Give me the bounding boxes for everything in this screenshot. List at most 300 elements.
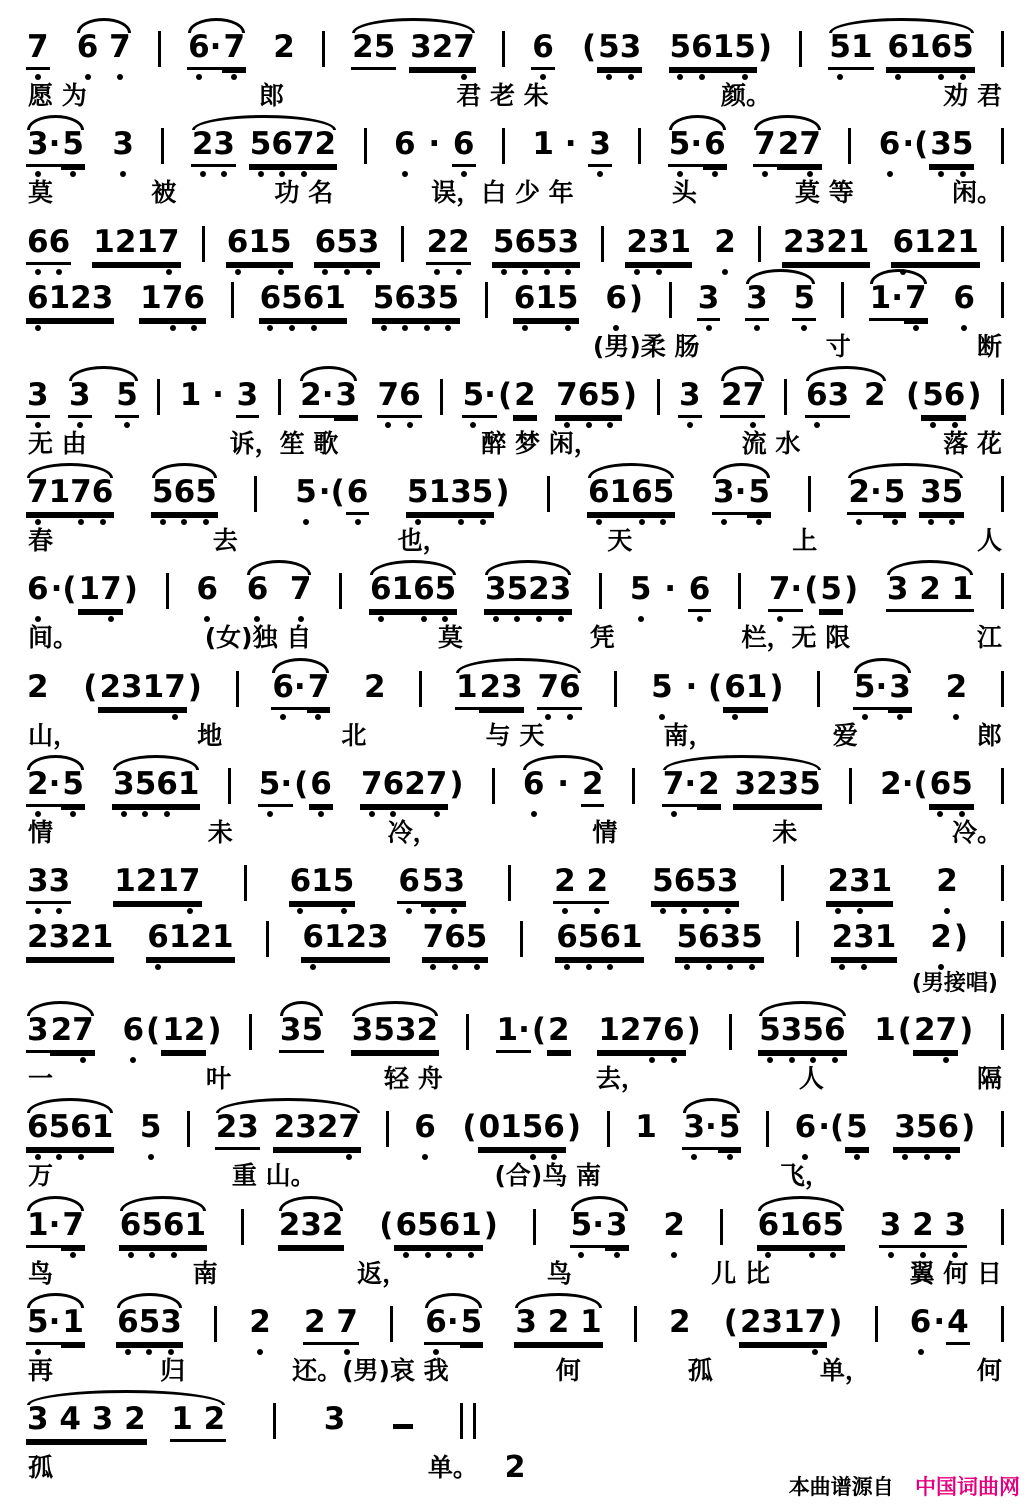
barline [440,379,443,415]
note-group: 5135 ) [406,477,510,515]
barline [157,379,160,415]
lyric-syllable: 南， [663,720,714,750]
barline [796,921,799,957]
note-group-slur: 565 [151,477,218,515]
lyric-syllable: 劝 君 [943,81,1002,110]
note-group: 5 ·( 6 [294,477,369,515]
barline [273,1403,276,1439]
note-group-slur: 2· 3 [299,380,358,418]
note-group: 6123 [301,922,389,960]
note-group: ( 2317 ) [82,672,203,710]
score-line [26,906,1004,997]
note-group-slur: 3 4 3 2 1 2 [26,1404,226,1442]
barline [601,226,604,262]
barline [634,1306,637,1342]
barline [460,1403,476,1439]
lyrics-row [26,1053,1004,1094]
lyric-syllable: 落 花 [943,428,1002,458]
note-group: 6121 [891,227,979,265]
barline [236,671,239,707]
note-group-slur: 7· 2 3235 [662,769,822,807]
note-group: 1 · 3 [179,380,260,418]
lyric-syllable: 情 [28,817,54,847]
note-group: 5 [139,1109,162,1146]
note-group: 2 [714,223,736,260]
barline [632,768,635,804]
barline [502,128,505,164]
notation-row [26,211,1004,265]
note-group: 2 [663,1206,685,1243]
barline [817,671,820,707]
note-group-slur: 653 [116,1307,183,1345]
lyric-syllable: 翼 何 日 [909,1258,1002,1288]
lyric-syllable: 孤 [28,1453,54,1482]
barline [166,573,169,609]
barline [386,1111,389,1147]
barline [202,226,205,262]
note-group: 1276 ) [597,1015,701,1053]
lyric-syllable: 闲。 [951,178,1002,208]
barline [1001,1014,1004,1050]
note-group: 5· ( 2 [462,380,537,418]
lyric-syllable: 何 [555,1355,581,1385]
lyric-syllable: 间。 [28,623,79,653]
note-group-slur: 6165 [757,1210,845,1248]
lyric-syllable: 断 [976,331,1002,361]
note-group-slur: 3561 [112,769,200,807]
notation-row [26,850,1004,904]
note-group: 6121 [146,922,234,960]
note-group: ( 0156 ) [461,1112,582,1150]
barline [799,31,802,67]
notation-row [26,999,1004,1053]
lyric-syllable: 情 [592,817,618,847]
note-group-slur: 27 [720,380,765,418]
lyric-syllable: 人 [798,1064,824,1093]
lyric-syllable: 万 [28,1161,54,1191]
note-group: 6 ·( 5 [794,1112,869,1150]
lyric-syllable: 误，白 少 年 [431,178,574,208]
score-line [26,558,1004,653]
page-number: 2 [504,1450,526,1485]
score-line [26,753,1004,848]
note-group: 3 [678,380,702,418]
barline [1001,1111,1004,1147]
lyric-syllable: 无 由 [28,428,87,458]
barline [657,379,660,415]
note-group: 5· ( 6 [258,769,333,807]
barline [508,865,511,901]
lyric-syllable: 北 [341,720,367,750]
lyric-syllable: 郎 [258,81,284,110]
lyric-syllable: 飞， [779,1161,830,1191]
note-group: 1 [635,1109,657,1146]
note-group: 5653 [492,227,580,265]
lyric-syllable: 单， [819,1355,870,1385]
note-group: 6 · 6 [393,129,476,167]
lyric-syllable: (合)鸟 南 [494,1161,602,1191]
notation-row [26,113,1004,167]
lyric-syllable: 春 [28,526,54,555]
source-credit [789,1471,1020,1501]
note-group: 2 [273,29,295,65]
score-line [26,1291,1004,1386]
lyric-syllable: 君 老 朱 [456,81,549,110]
barline [1001,379,1004,415]
lyric-syllable: 地 [197,720,223,750]
barline [781,865,784,901]
note-group: 2 2 [553,866,609,904]
score-line [26,850,1004,904]
note-group: 2321 [782,227,870,265]
lyrics-row [26,1150,832,1191]
barline [1001,31,1004,67]
lyric-syllable: 上 [792,526,818,555]
note-group: 3 [26,380,50,418]
note-group: 6561 [259,283,347,321]
barline [485,282,488,318]
lyric-syllable: 诉，笙 歌 [229,428,339,458]
note-group: 5635 [675,922,763,960]
barline [401,226,404,262]
note-group: 7· ( 5 ) [768,574,859,612]
note-group-slur: 3523 [484,574,572,612]
barline [520,921,523,957]
lyric-syllable: 冷， [387,817,438,847]
lyric-syllable: 鸟 [546,1258,572,1288]
note-group-slur: 23 2327 [215,1112,361,1150]
note-group-slur: 3 27 [26,1015,95,1053]
barline [419,671,422,707]
note-group: 615 [289,866,356,904]
notation-row [26,16,1004,70]
note-group: 2321 [26,922,114,960]
barline [241,1209,244,1245]
note-group: 2 [945,668,968,705]
note-group-slur: 2· 5 35 [847,477,964,515]
notation-row [26,906,1004,960]
score-line [26,16,1004,111]
note-group: 6 · 4 [909,1307,970,1345]
note-group-slur: 3· 5 [712,477,771,515]
barline [875,1306,878,1342]
lyric-syllable: 一 [28,1064,54,1093]
barline [187,1111,190,1147]
barline [254,476,257,512]
notation-row [26,558,1004,612]
notation-row [26,364,1004,418]
note-group: 2 [27,668,49,705]
note-group: 6 ( 12 ) [121,1015,222,1053]
barline [322,31,325,67]
score-line [26,113,1004,208]
barline [1001,1306,1004,1342]
note-group: 7 [26,32,50,70]
note-group: 6 [196,571,218,608]
barline [1001,921,1004,957]
notation-row [26,461,1004,515]
note-group-slur: 232 [278,1210,345,1248]
note-group: 615 [513,283,580,321]
note-group-slur: 3· 5 [26,129,85,167]
lyric-syllable: 与 天 [485,720,545,750]
note-group-slur: 1· 7 [26,1210,85,1248]
barline [502,31,505,67]
lyric-syllable: 人 [976,526,1002,555]
barline [1001,282,1004,318]
note-group-slur: 5356 [758,1015,846,1053]
lyric-syllable: 功 名 [274,178,334,208]
barline [738,573,741,609]
lyric-syllable: 去， [595,1064,646,1093]
lyric-syllable: 何 [976,1355,1002,1385]
notation-row [26,1291,1004,1345]
note-group: 3 [323,1401,346,1437]
score-line [26,656,1004,751]
notation-row [26,1388,476,1442]
note-group: 231 [625,227,692,265]
barline [638,128,641,164]
lyric-syllable: 愿 为 [28,81,87,110]
lyric-syllable: 寸 [825,331,851,361]
lyric-syllable: 未 [207,817,233,847]
barline [492,768,495,804]
note-group: 1 ( 27 ) [873,1015,974,1053]
note-group-slur: 3 2 1 [886,574,974,612]
lyric-syllable: 鸟 [28,1258,54,1288]
note-group-slur: 3· 5 [682,1112,741,1150]
source-site: 中国词曲网 [915,1475,1020,1499]
note-group: ( 53 [581,32,642,70]
barline [228,768,231,804]
note-group: 615 [226,227,293,265]
barline [808,476,811,512]
note-group: 653 [314,227,381,265]
barline [848,128,851,164]
lyric-syllable: 爱 [832,720,858,750]
barline [607,1111,610,1147]
lyric-syllable: 莫 等 [795,178,854,208]
barline [231,282,234,318]
note-group: 66 [26,227,71,265]
note-group-slur: 2· 5 [26,769,85,807]
source-prefix: 本曲谱源自 [788,1475,894,1499]
note-group: 765 ) [555,380,638,418]
note-group-slur: 6· 7 [187,32,246,70]
lyric-syllable: 再 [28,1355,54,1385]
lyric-syllable: 天 [607,526,633,555]
score-line [26,1096,1004,1191]
lyric-syllable: 叶 [206,1064,232,1093]
note-group: 356 ) [893,1112,976,1150]
note-group-slur: 5· 1 [26,1307,85,1345]
barline [533,1209,536,1245]
note-group: 3 [112,126,134,163]
barline [214,1306,217,1342]
lyrics-row [26,70,1004,111]
note-group: 5615 ) [669,32,773,70]
note-group: 1217 [92,227,180,265]
note-group-slur: 3 5 [745,283,816,321]
barline [1001,476,1004,512]
note-group: 231 [826,866,893,904]
notation-row [26,656,1004,710]
note-group: 6 [531,32,555,70]
note-group: 6123 [26,283,114,321]
note-group: 6 ) [605,279,644,316]
lyric-syllable: 南 [192,1258,218,1288]
barline [720,1209,723,1245]
lyric-syllable: 孤 [687,1355,713,1385]
lyric-syllable: 栏，无 限 [741,623,851,653]
score-line [26,267,1004,362]
barline [729,1014,732,1050]
lyric-syllable: 还。(男)哀 我 [292,1355,449,1385]
lyric-syllable: (女)独 自 [204,623,312,653]
score [26,16,1004,1483]
note-group: 6 [953,279,975,316]
note-group-slur: 63 2 [805,380,887,418]
note-group: 5 · 6 [629,574,712,612]
note-group-slur: 6· 7 [271,672,330,710]
note-group: 2·( 65 [879,769,974,807]
lyric-syllable: 去 [212,526,238,555]
note-group-slur: 5· 6 [668,129,727,167]
barline [1001,671,1004,707]
barline [766,1111,769,1147]
note-group: 2 [669,1303,691,1340]
note-group-slur: 6 · 2 [522,769,605,807]
barline [1001,1209,1004,1245]
note-group: 1217 [113,866,201,904]
note-group: 176 [139,283,206,321]
barline [339,573,342,609]
lyric-syllable: 隔 [976,1064,1002,1093]
lyric-syllable: 返， [357,1258,408,1288]
note-group: 1 · 3 [531,129,612,167]
note-group-slur: 6 7 [246,574,313,612]
note-group-slur: 6561 [26,1112,114,1150]
score-line [26,211,1004,265]
barline [849,768,852,804]
barline [466,1014,469,1050]
score-line [26,999,1004,1094]
note-group-slur: 6165 [587,477,675,515]
note-group: 1· ( 2 [496,1015,571,1053]
lyric-syllable: 被 [151,178,177,208]
note-group: 6561 [555,922,643,960]
lyric-syllable: 颜。 [720,81,771,110]
role-annotation: (男接唱) [911,971,998,996]
lyric-syllable: 莫 [438,623,464,653]
note-group: 5 · ( 61 ) [650,672,784,710]
lyric-syllable: 凭 [589,623,615,653]
barline [266,921,269,957]
notation-row [26,1096,1004,1150]
notation-row [26,753,1004,807]
score-line [26,1194,1004,1289]
note-group: ( 2317 ) [723,1307,844,1345]
note-group: 6 ·( 17 ) [26,574,139,612]
barline [158,31,161,67]
note-group: 22 [426,227,471,265]
note-group-slur: 7 27 [753,129,822,167]
note-group-slur: 3 2 1 [514,1307,602,1345]
held-note-dash [393,1424,413,1429]
lyrics-row [26,167,1004,208]
lyric-syllable: 江 [976,623,1002,653]
lyric-syllable: 归 [160,1355,186,1385]
score-line [26,364,1004,459]
note-group: 2 [936,863,958,899]
lyric-syllable: (男)柔 肠 [592,331,700,361]
note-group: 6 ·( 35 [878,129,975,167]
note-group: 7627 ) [360,769,464,807]
notation-row [26,267,1004,321]
barline [758,226,761,262]
lyric-syllable: 儿 比 [711,1258,770,1288]
lyric-syllable: 轻 舟 [384,1064,443,1093]
lyric-syllable: 单。 [427,1453,478,1482]
note-group-slur: 35 [279,1015,324,1053]
note-group: 3 2 3 [879,1210,967,1248]
notation-row [26,1194,1004,1248]
note-group: 5653 [651,866,739,904]
barline [1001,865,1004,901]
lyric-syllable: 冷。 [951,817,1002,847]
barline [364,128,367,164]
lyric-syllable: 流 水 [741,428,801,458]
note-group-slur: 6 7 [76,32,132,70]
note-group: 231 [831,922,898,960]
barline [1001,573,1004,609]
barline [278,379,281,415]
barline [614,671,617,707]
barline [244,865,247,901]
barline [784,379,787,415]
barline [1001,768,1004,804]
note-group: 765 [422,922,489,960]
note-group: ( 56 ) [905,380,983,418]
note-group-slur: 25 327 [351,32,476,70]
note-group-slur: 6165 [369,574,457,612]
note-group: 5635 [372,283,460,321]
note-group: 6 [414,1109,436,1146]
note-group: ( 6561 ) [378,1210,499,1248]
note-group-slur: 3532 [351,1015,439,1053]
lyric-syllable: 郎 [976,720,1002,750]
barline [599,573,602,609]
lyric-syllable: 也， [397,526,448,555]
lyric-syllable: 重 山。 [231,1161,316,1191]
note-group: 6 53 [397,866,466,904]
note-group-slur: 1 23 76 [455,672,582,710]
score-line [26,461,1004,556]
lyrics-row [26,807,1004,848]
note-group: 2 [363,668,386,705]
note-group-slur: 5· 3 [853,672,912,710]
note-group-slur: 5· 3 [570,1210,629,1248]
barline [841,282,844,318]
barline [161,128,164,164]
barline [390,1306,393,1342]
lyric-syllable: 醉 梦 闲， [481,428,599,458]
barline [249,1014,252,1050]
note-group-slur: 1· 7 [869,283,928,321]
note-group-slur: 6· 5 [424,1307,483,1345]
lyric-syllable: 头 [671,178,697,208]
note-group: 2 7 [303,1307,359,1345]
